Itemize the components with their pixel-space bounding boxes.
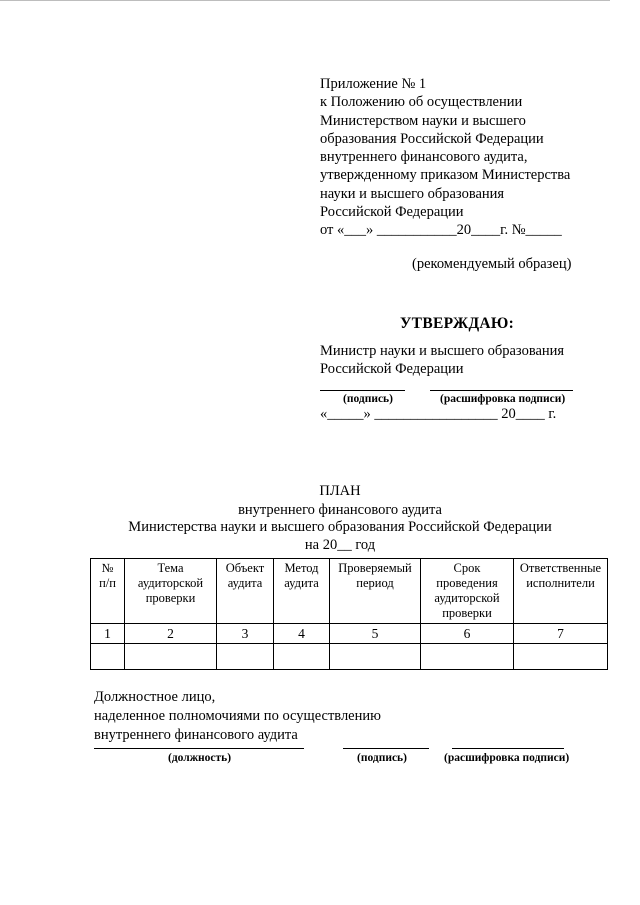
column-number-cell: 5	[330, 624, 421, 644]
table-empty-row	[91, 644, 608, 670]
minister-position-line: Российской Федерации	[320, 361, 464, 377]
header-cell-deadline: Срок проведения аудиторской проверки	[421, 559, 514, 624]
column-number-cell: 1	[91, 624, 125, 644]
official-position-caption: (должность)	[168, 752, 232, 764]
appendix-line: Министерством науки и высшего	[320, 112, 526, 129]
column-number-cell: 2	[125, 624, 217, 644]
appendix-line: образования Российской Федерации	[320, 130, 544, 147]
minister-decoding-caption: (расшифровка подписи)	[440, 393, 566, 405]
plan-subtitle: внутреннего финансового аудита	[238, 502, 442, 518]
empty-cell	[514, 644, 608, 670]
official-line: Должностное лицо,	[94, 689, 216, 705]
header-cell-object: Объект аудита	[217, 559, 274, 624]
minister-signature-caption: (подпись)	[343, 393, 393, 405]
column-number-cell: 4	[274, 624, 330, 644]
official-position-line	[94, 748, 304, 749]
header-cell-topic: Тема аудиторской проверки	[125, 559, 217, 624]
table-header-row	[91, 559, 608, 624]
approval-date-line: «_____» _________________ 20____ г.	[320, 406, 557, 422]
appendix-line: к Положению об осуществлении	[320, 94, 523, 111]
minister-signature-line	[320, 390, 405, 391]
official-decoding-line	[452, 748, 564, 749]
table-number-row	[91, 624, 608, 644]
appendix-line: Приложение № 1	[320, 76, 427, 92]
plan-title: ПЛАН	[319, 483, 361, 499]
official-block	[94, 688, 381, 745]
plan-table	[90, 558, 608, 670]
official-signature-line	[343, 748, 429, 749]
empty-cell	[125, 644, 217, 670]
empty-cell	[91, 644, 125, 670]
empty-cell	[330, 644, 421, 670]
appendix-line: Российской Федерации	[320, 204, 464, 221]
minister-decoding-line	[430, 390, 573, 391]
minister-position-line: Министр науки и высшего образования	[320, 343, 565, 359]
approval-title: УТВЕРЖДАЮ:	[400, 315, 515, 332]
header-cell-period: Проверяемый период	[330, 559, 421, 624]
page-top-edge	[0, 0, 610, 1]
appendix-line: утвержденному приказом Министерства	[320, 167, 571, 184]
official-line: внутреннего финансового аудита	[94, 727, 298, 743]
official-line: наделенное полномочиями по осуществлению	[94, 708, 381, 724]
appendix-line: науки и высшего образования	[320, 185, 505, 202]
minister-position	[320, 342, 564, 378]
empty-cell	[274, 644, 330, 670]
header-cell-method: Метод аудита	[274, 559, 330, 624]
sample-note: (рекомендуемый образец)	[412, 256, 572, 272]
official-signature-caption: (подпись)	[357, 752, 407, 764]
official-decoding-caption: (расшифровка подписи)	[444, 752, 570, 764]
appendix-line: внутреннего финансового аудита,	[320, 149, 528, 166]
empty-cell	[217, 644, 274, 670]
column-number-cell: 7	[514, 624, 608, 644]
plan-ministry: Министерства науки и высшего образования Российской Федерации	[128, 519, 552, 535]
plan-year-line: на 20__ год	[304, 537, 376, 553]
column-number-cell: 6	[421, 624, 514, 644]
header-cell-number: № п/п	[91, 559, 125, 624]
appendix-block	[320, 75, 570, 240]
header-cell-responsible: Ответственные исполнители	[514, 559, 608, 624]
empty-cell	[421, 644, 514, 670]
appendix-date-line: от «___» ___________20____г. №_____	[320, 222, 562, 239]
column-number-cell: 3	[217, 624, 274, 644]
